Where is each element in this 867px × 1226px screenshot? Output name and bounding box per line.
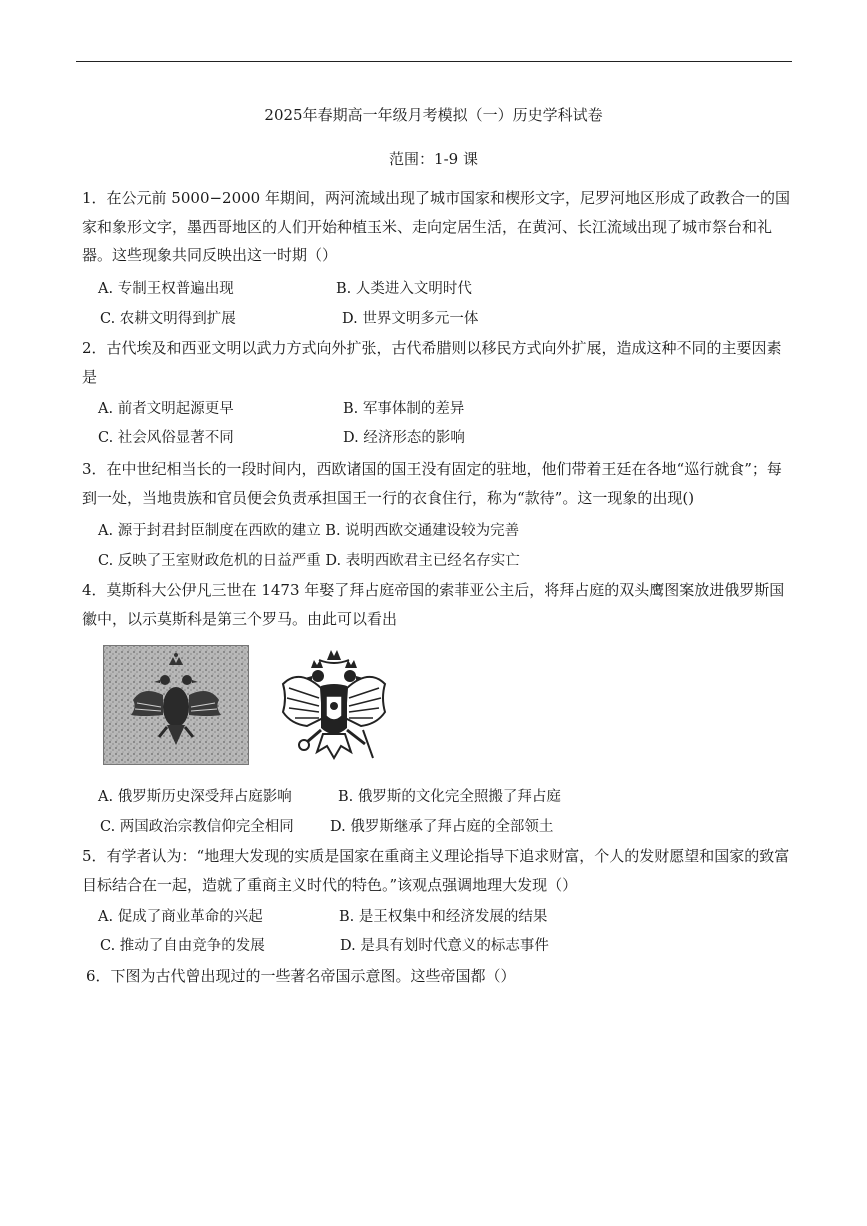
question-3-option-ab[interactable]: A. 源于封君封臣制度在西欧的建立 B. 说明西欧交通建设较为完善 xyxy=(98,523,520,539)
question-1-option-c[interactable]: C. 农耕文明得到扩展 xyxy=(100,311,236,327)
question-5-option-a[interactable]: A. 促成了商业革命的兴起 xyxy=(98,909,263,925)
question-2-option-b[interactable]: B. 军事体制的差异 xyxy=(343,401,465,417)
header-rule xyxy=(76,61,792,62)
question-5-stem: 5．有学者认为：“地理大发现的实质是国家在重商主义理论指导下追求财富，个人的发财愿望和国家的致富目标结合在一起，造就了重商主义时代的特色。”该观点强调地理大发现（） xyxy=(82,847,790,894)
question-5-option-c[interactable]: C. 推动了自由竞争的发展 xyxy=(100,938,265,954)
question-2-stem: 2．古代埃及和西亚文明以武力方式向外扩张，古代希腊则以移民方式向外扩展，造成这种不同的主要因素是 xyxy=(82,339,782,386)
question-2-option-c[interactable]: C. 社会风俗显著不同 xyxy=(98,430,234,446)
question-3-stem: 3．在中世纪相当长的一段时间内，西欧诸国的国王没有固定的驻地，他们带着王廷在各地“巡行就食”；每到一处，当地贵族和官员便会负责承担国王一行的衣食住行，称为“款待”。这一现象的出现() xyxy=(82,460,782,507)
question-5-option-d[interactable]: D. 是具有划时代意义的标志事件 xyxy=(340,938,549,954)
question-4-option-b[interactable]: B. 俄罗斯的文化完全照搬了拜占庭 xyxy=(338,789,561,805)
russian-coat-of-arms-double-headed-eagle-icon xyxy=(277,648,391,764)
question-4-option-a[interactable]: A. 俄罗斯历史深受拜占庭影响 xyxy=(98,789,292,805)
question-4-stem: 4．莫斯科大公伊凡三世在 1473 年娶了拜占庭帝国的索菲亚公主后，将拜占庭的双头鹰图案放进俄罗斯国徽中，以示莫斯科是第三个罗马。由此可以看出 xyxy=(82,581,785,628)
question-4-option-c[interactable]: C. 两国政治宗教信仰完全相同 xyxy=(100,819,294,835)
exam-range: 范围：1-9 课 xyxy=(389,150,478,168)
question-4-option-d[interactable]: D. 俄罗斯继承了拜占庭的全部领土 xyxy=(330,819,554,835)
question-1-option-a[interactable]: A. 专制王权普遍出现 xyxy=(98,281,234,297)
byzantine-emblem-image xyxy=(103,645,249,765)
question-1-option-d[interactable]: D. 世界文明多元一体 xyxy=(342,311,479,327)
question-2-option-d[interactable]: D. 经济形态的影响 xyxy=(343,430,465,446)
russian-emblem-image xyxy=(277,648,391,764)
question-1-option-b[interactable]: B. 人类进入文明时代 xyxy=(336,281,472,297)
question-5-option-b[interactable]: B. 是王权集中和经济发展的结果 xyxy=(339,909,548,925)
question-6-stem: 6．下图为古代曾出现过的一些著名帝国示意图。这些帝国都（） xyxy=(86,967,516,985)
question-3-option-cd[interactable]: C. 反映了王室财政危机的日益严重 D. 表明西欧君主已经名存实亡 xyxy=(98,553,520,569)
question-1-stem: 1．在公元前 5000−2000 年期间，两河流域出现了城市国家和楔形文字，尼罗河地区形成了政教合一的国家和象形文字，墨西哥地区的人们开始种植玉米、走向定居生活，在黄河、长江流域出现了城市祭台和礼器。这些现象共同反映出这一时期（） xyxy=(82,189,790,264)
byzantine-double-headed-eagle-icon xyxy=(103,645,249,765)
question-2-option-a[interactable]: A. 前者文明起源更早 xyxy=(98,401,234,417)
exam-title: 2025年春期高一年级月考模拟（一）历史学科试卷 xyxy=(264,106,603,124)
